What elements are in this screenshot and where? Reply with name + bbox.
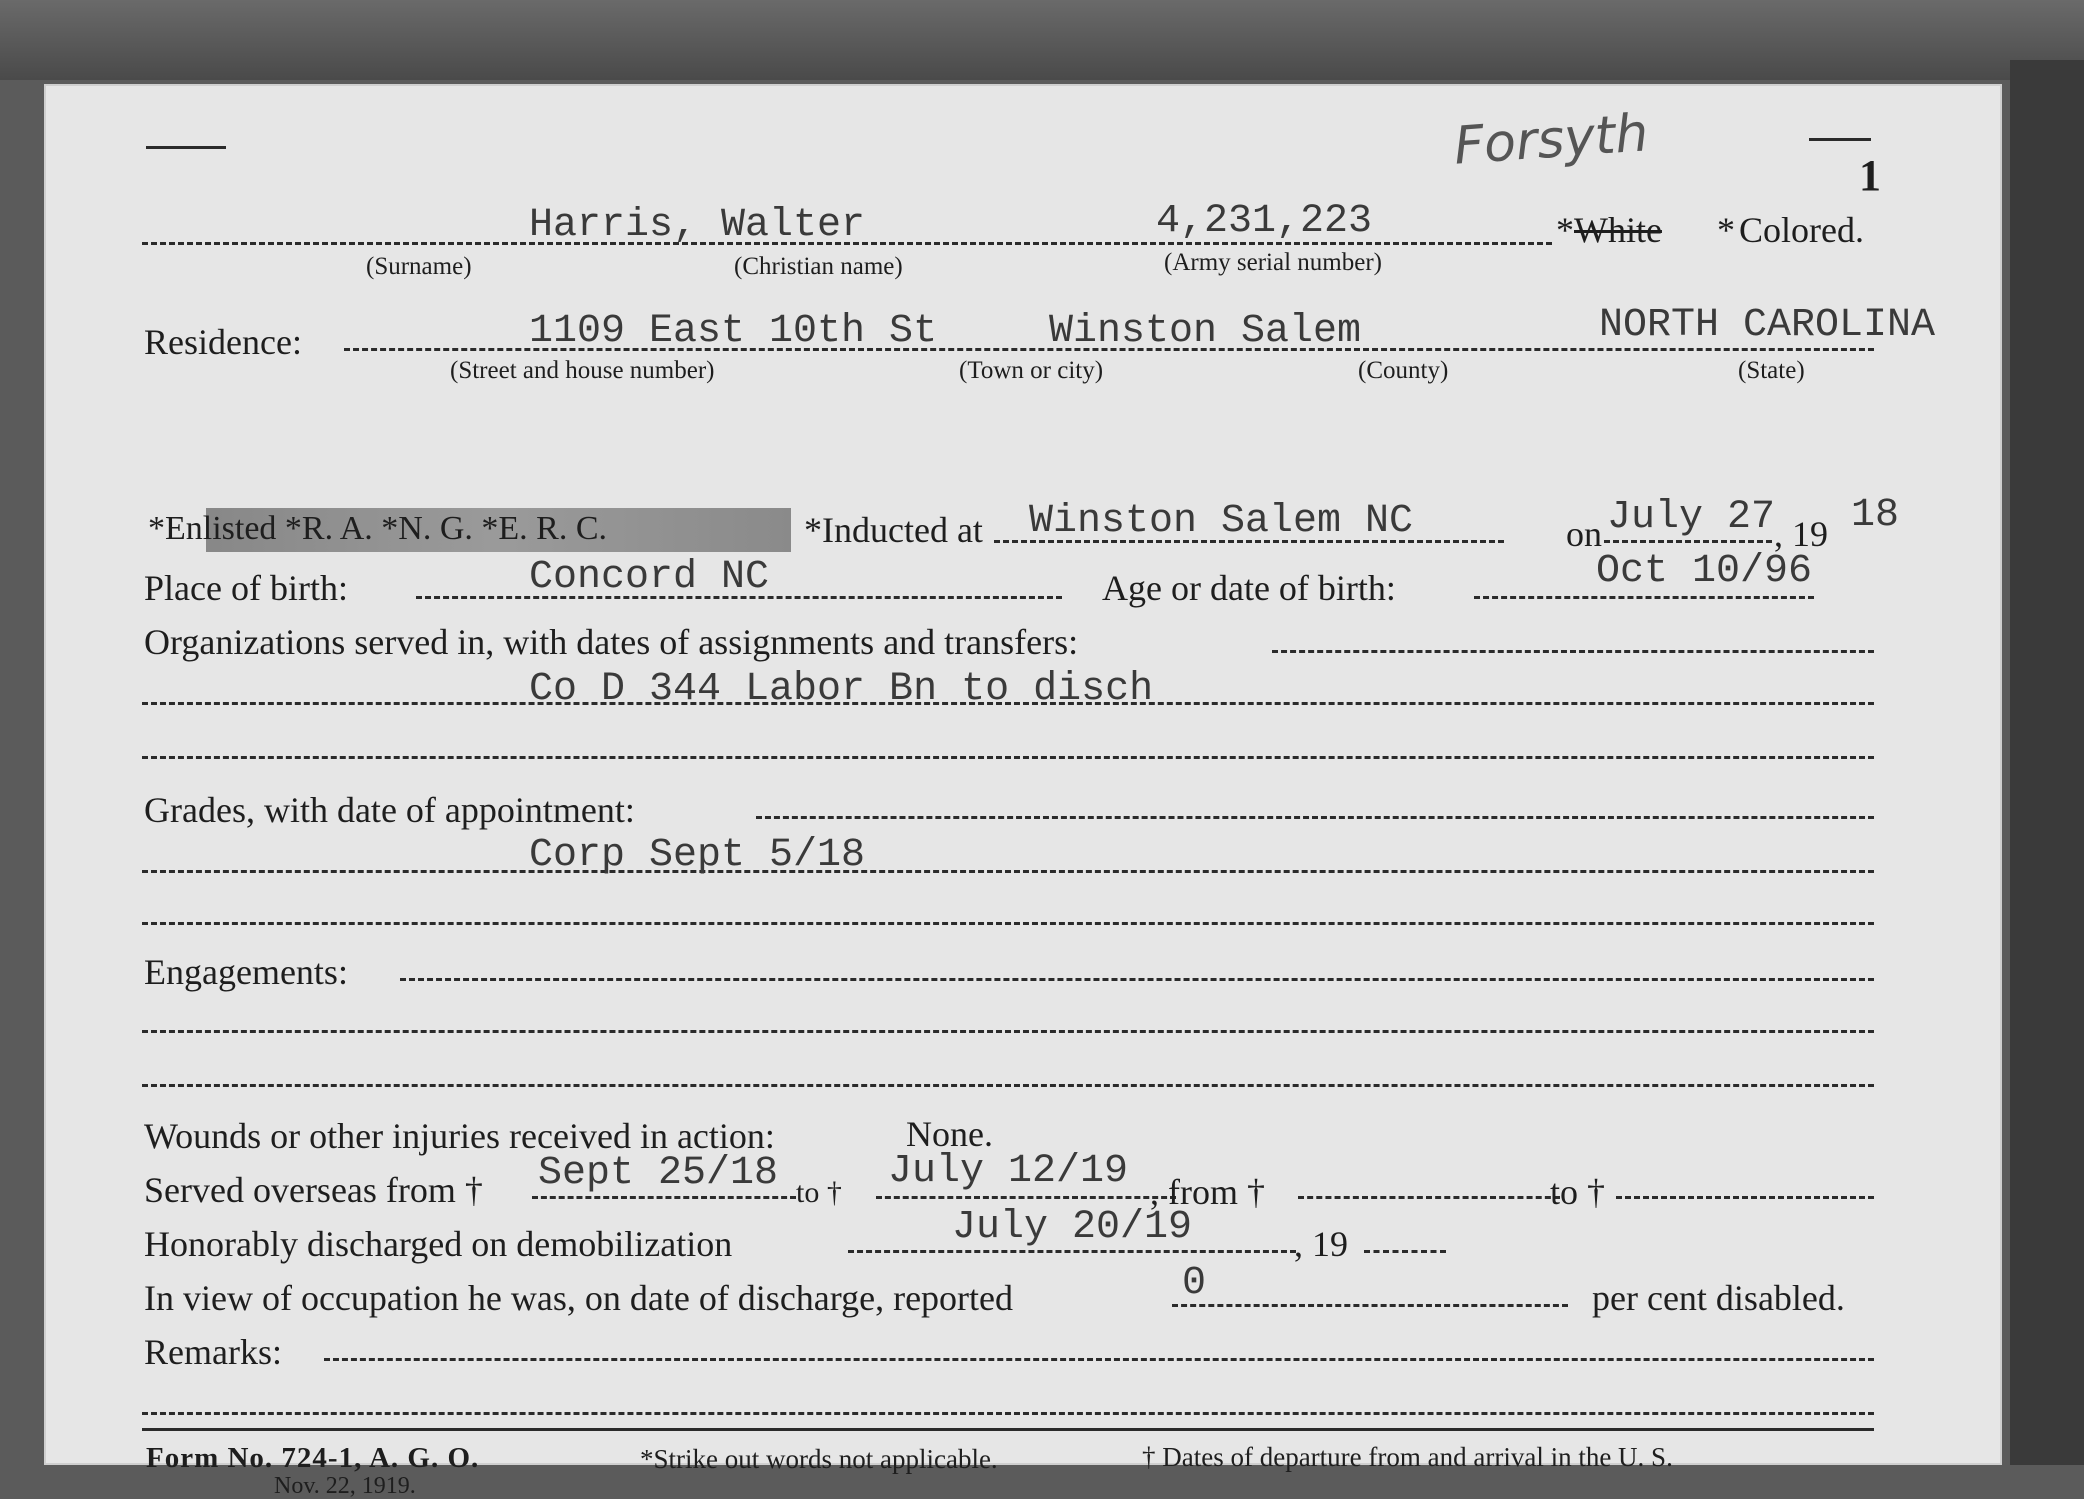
engagements-label: Engagements: (144, 952, 348, 992)
footer-note-strike: *Strike out words not applicable. (640, 1444, 998, 1474)
overseas-to2-line (1616, 1196, 1874, 1199)
overseas-to-value: July 12/19 (888, 1149, 1129, 1194)
organizations-value: Co D 344 Labor Bn to disch (529, 667, 1154, 712)
race-white: White (1574, 210, 1662, 250)
inducted-place: Winston Salem NC (1029, 499, 1414, 544)
footer-note-dates: † Dates of departure from and arrival in the U. S. (1142, 1442, 1673, 1472)
town-label: (Town or city) (959, 357, 1104, 384)
birth-date-line (1474, 596, 1814, 599)
inducted-year-prefix: , 19 (1774, 514, 1828, 554)
christian-name-label: (Christian name) (734, 253, 903, 280)
overseas-to2-label: to † (1550, 1172, 1606, 1212)
engagements-line-3 (142, 1084, 1874, 1087)
organizations-line-3 (142, 756, 1874, 759)
background-top (0, 0, 2084, 80)
discharge-label: Honorably discharged on demobilization (144, 1224, 733, 1264)
form-number: Form No. 724-1, A. G. O. (146, 1442, 480, 1474)
state-label: (State) (1738, 357, 1805, 384)
discharge-date: July 20/19 (952, 1205, 1193, 1250)
organizations-label: Organizations served in, with dates of assignments and transfers: (144, 622, 1079, 662)
overseas-from-value: Sept 25/18 (538, 1151, 779, 1196)
discharge-line (848, 1250, 1296, 1253)
birth-date-value: Oct 10/96 (1596, 549, 1813, 594)
discharge-year-label: , 19 (1294, 1224, 1348, 1264)
remarks-line-2 (142, 1412, 1874, 1415)
name-value: Harris, Walter (529, 203, 866, 248)
form-date: Nov. 22, 1919. (274, 1473, 416, 1499)
top-right-rule (1809, 138, 1871, 141)
serial-label: (Army serial number) (1164, 249, 1382, 276)
remarks-line-1 (324, 1358, 1874, 1361)
service-record-card (44, 84, 2002, 1499)
race-white-star: * (1556, 210, 1574, 250)
surname-label: (Surname) (366, 253, 472, 280)
page-number: 1 (1859, 151, 1881, 200)
disability-line (1172, 1304, 1568, 1307)
inducted-on-label: on (1566, 514, 1602, 554)
grades-line-1 (756, 816, 1874, 819)
inducted-date-line (1604, 540, 1772, 543)
inducted-label: *Inducted at (804, 510, 983, 550)
overseas-to-line (876, 1196, 1176, 1199)
grades-label: Grades, with date of appointment: (144, 790, 635, 830)
county-handwritten: Forsyth (1452, 103, 1651, 177)
overseas-from2-line (1298, 1196, 1560, 1199)
engagements-line-1 (400, 978, 1874, 981)
wounds-label: Wounds or other injuries received in action: (144, 1116, 775, 1156)
wounds-value: None. (906, 1114, 993, 1154)
county-label: (County) (1358, 357, 1449, 384)
top-left-rule (146, 146, 226, 149)
inducted-year-suffix: 18 (1851, 493, 1900, 538)
birth-place-value: Concord NC (529, 555, 770, 600)
remarks-label: Remarks: (144, 1332, 282, 1372)
birth-date-label: Age or date of birth: (1102, 568, 1396, 608)
grades-value: Corp Sept 5/18 (529, 833, 866, 878)
race-colored: Colored. (1739, 210, 1864, 250)
background-right (2010, 60, 2084, 1465)
disability-value: 0 (1182, 1261, 1207, 1306)
overseas-from2-label: , from † (1150, 1172, 1265, 1212)
discharge-year-line (1364, 1250, 1446, 1253)
overseas-from-line (532, 1196, 796, 1199)
enlistment-options: *Enlisted *R. A. *N. G. *E. R. C. (148, 510, 608, 547)
birth-place-label: Place of birth: (144, 568, 348, 608)
residence-label: Residence: (144, 322, 302, 362)
engagements-line-2 (142, 1030, 1874, 1033)
footer-rule (142, 1428, 1874, 1431)
organizations-line-1 (1272, 650, 1874, 653)
disability-label: In view of occupation he was, on date of discharge, reported (144, 1278, 1014, 1318)
residence-street: 1109 East 10th St (529, 309, 938, 354)
residence-state: NORTH CAROLINA (1599, 303, 1936, 348)
inducted-date: July 27 (1607, 495, 1776, 540)
disability-suffix: per cent disabled. (1592, 1278, 1845, 1318)
street-label: (Street and house number) (450, 357, 715, 384)
race-colored-star: * (1717, 210, 1735, 250)
grades-line-2 (142, 870, 1874, 873)
serial-value: 4,231,223 (1156, 199, 1373, 244)
grades-line-3 (142, 922, 1874, 925)
residence-town: Winston Salem (1049, 309, 1362, 354)
overseas-to-label: to † (796, 1176, 842, 1209)
overseas-label: Served overseas from † (144, 1170, 483, 1210)
